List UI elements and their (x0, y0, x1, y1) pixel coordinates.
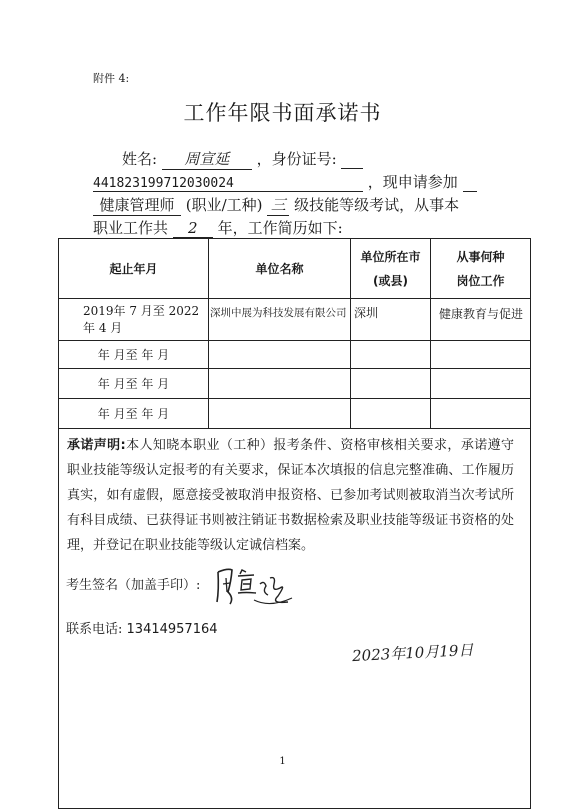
declaration-text (67, 433, 514, 558)
phone-value: 13414957164 (126, 622, 218, 637)
header-job-line1: 从事何种 (456, 249, 505, 264)
blank-cell (351, 369, 431, 399)
header-period: 起止年月 (59, 239, 209, 299)
apply-text: ，现申请参加 (367, 173, 458, 191)
row1-unit: 深圳中展为科技发展有限公司 (209, 299, 351, 341)
signature-label: 考生签名（加盖手印）: (66, 578, 201, 593)
phone-label: 联系电话: (66, 622, 123, 637)
id-underline-start (341, 150, 363, 169)
id-line (93, 171, 477, 192)
document-title: 工作年限书面承诺书 (183, 101, 382, 125)
occupation-suffix: (职业/工种) (185, 196, 263, 214)
handwritten-date (352, 632, 492, 666)
table-header-row (59, 239, 531, 299)
row1-job: 健康教育与促进 (431, 299, 531, 341)
row1-period-line2: 年 4 月 (83, 320, 123, 335)
phone-line (66, 618, 218, 637)
name-value: 周宣延 (162, 148, 252, 170)
blank-cell (431, 341, 531, 369)
table-row (59, 299, 531, 341)
header-location-line2: (或县) (373, 273, 408, 288)
row1-location: 深圳 (351, 299, 431, 341)
header-job (431, 239, 531, 299)
blank-cell (209, 369, 351, 399)
row1-period-line1: 2019年 7 月至 2022 (83, 303, 200, 318)
page-number: 1 (279, 756, 286, 767)
date-text: 2023年10月19日 (352, 640, 474, 666)
occupation-line (93, 194, 459, 216)
blank-cell (431, 399, 531, 429)
blank-cell (351, 399, 431, 429)
name-line (122, 148, 363, 170)
years-line (93, 217, 343, 238)
blank-cell (351, 341, 431, 369)
signature-image (214, 562, 294, 610)
table-row (59, 369, 531, 399)
row1-period (59, 299, 209, 341)
blank-period: 年 月至 年 月 (59, 369, 209, 399)
occupation-value: 健康管理师 (93, 194, 181, 216)
declaration-body: 本人知晓本职业（工种）报考条件、资格审核相关要求，承诺遵守职业技能等级认定报考的有关要求，保证本次填报的信息完整准确、工作履历真实，如有虚假，愿意接受被取消申报资格、已参加考试则被取消当次考试所有科目成绩、已获得证书则被注销证书数据检索及职业技能等级证书资格的处理，并登记在职业技能等级认定诚信档案。 (67, 438, 514, 553)
name-label: 姓名: (122, 150, 158, 168)
header-location (351, 239, 431, 299)
header-unit: 单位名称 (209, 239, 351, 299)
blank-cell (209, 399, 351, 429)
blank-cell (209, 341, 351, 369)
blank-period: 年 月至 年 月 (59, 399, 209, 429)
id-value: 441823199712030024 (93, 176, 363, 192)
apply-underline (463, 173, 477, 192)
table-row (59, 399, 531, 429)
table-row (59, 341, 531, 369)
years-suffix: 年，工作简历如下: (217, 219, 343, 237)
level-text: 级技能等级考试，从事本 (294, 196, 460, 214)
id-label: ，身份证号: (256, 150, 337, 168)
blank-period: 年 月至 年 月 (59, 341, 209, 369)
blank-cell (431, 369, 531, 399)
level-value: 三 (267, 194, 289, 216)
declaration-label: 承诺声明: (67, 438, 126, 453)
header-location-line1: 单位所在市 (360, 249, 421, 264)
work-history-table (58, 238, 531, 809)
header-job-line2: 岗位工作 (456, 273, 505, 288)
attachment-label: 附件 4: (93, 72, 130, 85)
years-value: 2 (173, 219, 213, 238)
years-prefix: 职业工作共 (93, 219, 169, 237)
